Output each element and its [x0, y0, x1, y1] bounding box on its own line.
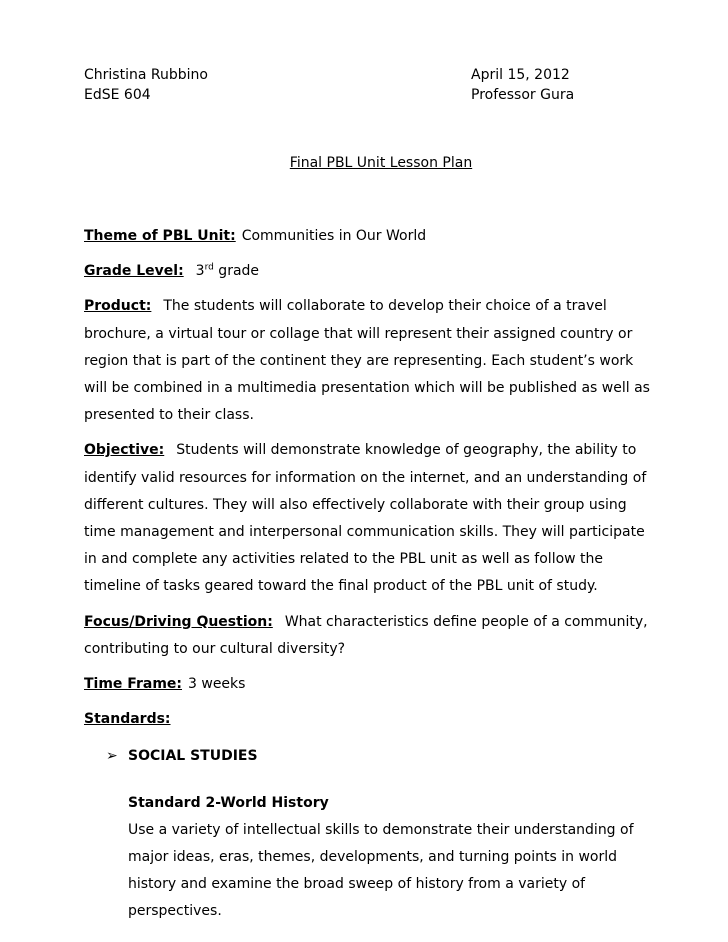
grade-value-ordinal: rd	[204, 262, 214, 273]
focus-section	[84, 609, 652, 663]
standards-subject: SOCIAL STUDIES	[128, 748, 258, 765]
focus-label: Focus/Driving Question:	[84, 613, 273, 630]
document-body	[84, 223, 652, 925]
objective-text: Students will demonstrate knowledge of geography, the ability to identify valid resources for information on the internet, and an understanding of different cultures. They will also effectively collaborate with their group using time management and interpersonal communication skills. They will participate in and complete any activities related to the PBL unit as well as follow the timeline of tasks geared toward the final product of the PBL unit of study.	[84, 442, 647, 595]
standard-text: Use a variety of intellectual skills to demonstrate their understanding of major ideas, eras, themes, developments, and turning points in world history and examine the broad sweep of history from a variety of perspectives.	[128, 822, 634, 920]
course-code: EdSE 604	[84, 87, 151, 103]
timeframe-section	[84, 671, 652, 698]
grade-label: Grade Level:	[84, 263, 184, 280]
timeframe-value: 3 weeks	[188, 676, 246, 693]
grade-section	[84, 258, 652, 285]
product-label: Product:	[84, 298, 152, 315]
theme-section	[84, 223, 652, 250]
standards-section	[84, 706, 652, 733]
standard-block	[128, 790, 654, 925]
grade-value-rest: grade	[213, 263, 260, 280]
objective-section	[84, 437, 652, 600]
author-name: Christina Rubbino	[84, 67, 208, 83]
product-section	[84, 293, 652, 429]
header-right	[471, 65, 574, 105]
document-date: April 15, 2012	[471, 67, 570, 83]
standards-bullet-item	[106, 743, 652, 770]
header-left	[84, 65, 208, 105]
theme-label: Theme of PBL Unit:	[84, 228, 236, 244]
grade-value-number: 3	[195, 263, 205, 280]
standards-label: Standards:	[84, 711, 171, 728]
arrow-bullet-icon: ➢	[106, 748, 118, 765]
theme-value: Communities in Our World	[241, 228, 427, 244]
standard-title: Standard 2-World History	[128, 795, 329, 812]
focus-text: What characteristics define people of a community, contributing to our cultural diversity?	[84, 613, 648, 657]
product-text: The students will collaborate to develop their choice of a travel brochure, a virtual tour or collage that will represent their assigned country or region that is part of the continent they are representing. Each student’s work will be combined in a multimedia presentation which will be published as well as presented to their class.	[84, 298, 650, 424]
professor-name: Professor Gura	[471, 87, 575, 103]
document-title-row	[0, 153, 728, 173]
document-title: Final PBL Unit Lesson Plan	[289, 155, 473, 171]
objective-label: Objective:	[84, 442, 165, 459]
timeframe-label: Time Frame:	[84, 676, 183, 693]
